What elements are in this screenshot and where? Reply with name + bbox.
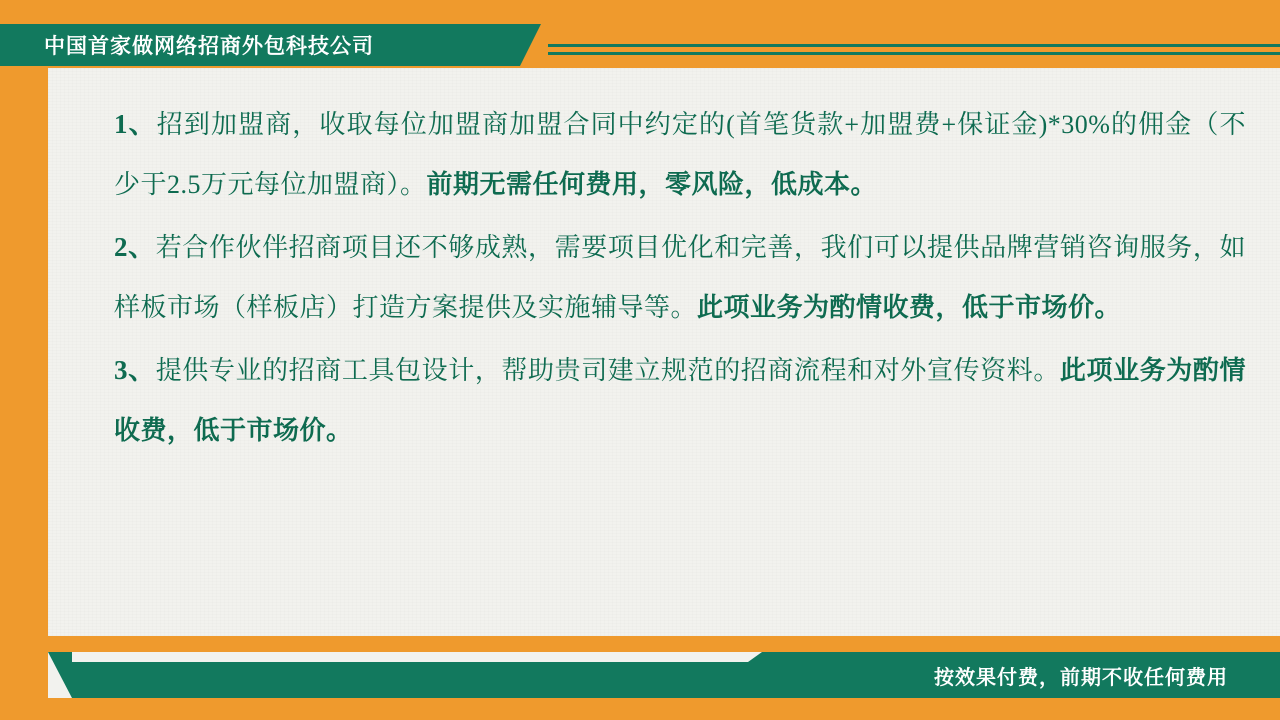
list-item-text: 提供专业的招商工具包设计，帮助贵司建立规范的招商流程和对外宣传资料。 <box>155 356 1060 385</box>
list-item-emphasis: 此项业务为酌情收费，低于市场价。 <box>114 356 1246 445</box>
list-item-number: 1、 <box>114 109 157 139</box>
header-divider-line-bottom <box>548 52 1280 55</box>
footer-notch <box>72 652 748 662</box>
page-title: 中国首家做网络招商外包科技公司 <box>44 35 374 58</box>
content-panel <box>48 68 1280 636</box>
footer-slogan: 按效果付费，前期不收任何费用 <box>934 666 1228 689</box>
list-item-number: 2、 <box>114 232 156 262</box>
header-divider-line-top <box>548 44 1280 47</box>
list-item <box>114 94 1246 215</box>
list-item <box>114 217 1246 338</box>
list-item-text: 若合作伙伴招商项目还不够成熟，需要项目优化和完善，我们可以提供品牌营销咨询服务，如样板市场（样板店）打造方案提供及实施辅导等。 <box>114 233 1246 322</box>
list-item-number: 3、 <box>114 355 156 385</box>
list-item-emphasis: 前期无需任何费用，零风险，低成本。 <box>426 170 878 199</box>
header-band <box>0 24 520 66</box>
list-item-emphasis: 此项业务为酌情收费，低于市场价。 <box>697 293 1122 322</box>
list-item-text: 招到加盟商，收取每位加盟商加盟合同中约定的(首笔货款+加盟费+保证金)*30%的佣金（不少于2.5万元每位加盟商）。 <box>114 110 1246 199</box>
list-item <box>114 340 1246 461</box>
footer-band <box>48 652 1280 698</box>
footer-notch-bevel <box>748 652 762 662</box>
